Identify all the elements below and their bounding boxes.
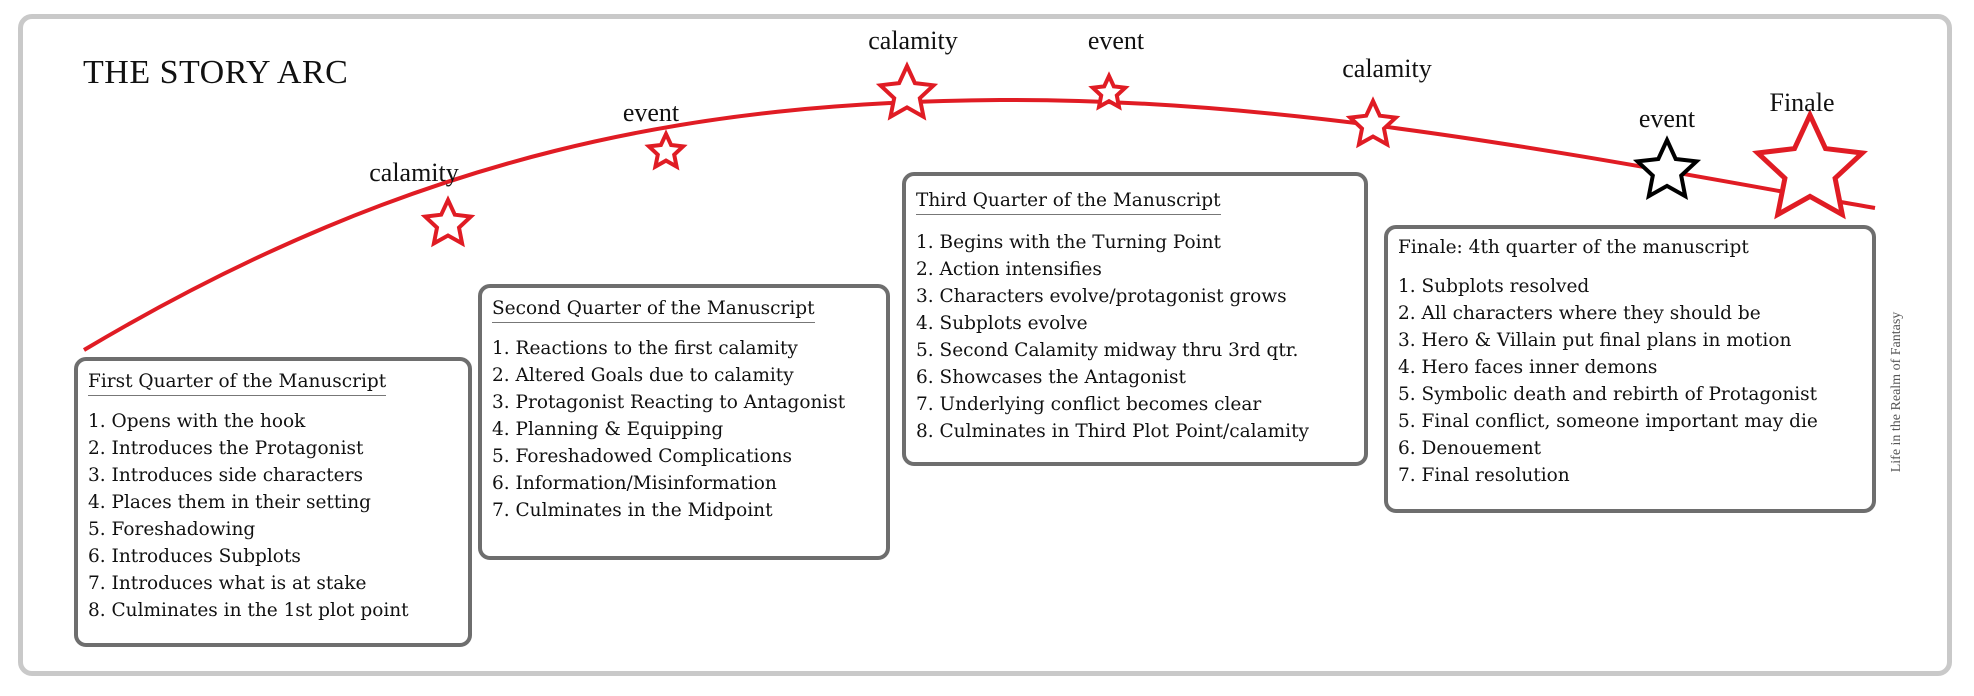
second-quarter-box [478,284,890,560]
marker-label-calamity-1: calamity [369,158,459,187]
list-item: 8. Culminates in Third Plot Point/calamity [916,421,1309,442]
list-item: 5. Final conflict, someone important may die [1398,411,1818,432]
list-item: 1. Begins with the Turning Point [916,232,1221,253]
calamity-star-2-icon [880,66,933,117]
diagram-title: THE STORY ARC [83,54,349,91]
list-item: 7. Culminates in the Midpoint [492,500,773,521]
list-item: 7. Underlying conflict becomes clear [916,394,1262,415]
list-item: 6. Denouement [1398,438,1542,459]
list-item: 3. Protagonist Reacting to Antagonist [492,392,846,413]
list-item: 3. Characters evolve/protagonist grows [916,286,1287,307]
list-item: 5. Symbolic death and rebirth of Protagonist [1398,384,1818,405]
list-item: 5. Foreshadowing [88,519,256,540]
list-item: 3. Hero & Villain put final plans in motion [1398,330,1792,351]
list-item: 5. Second Calamity midway thru 3rd qtr. [916,340,1299,361]
list-item: 4. Planning & Equipping [492,419,724,440]
list-item: 2. Introduces the Protagonist [88,438,364,459]
list-item: 6. Information/Misinformation [492,473,777,494]
list-item: 2. Altered Goals due to calamity [492,365,794,386]
calamity-star-1-icon [425,200,471,243]
list-item: 2. All characters where they should be [1398,303,1761,324]
marker-label-event-1: event [622,98,680,127]
list-item: 1. Opens with the hook [88,411,306,432]
credit-label: Life in the Realm of Fantasy [1889,311,1904,473]
marker-label-event-3: event [1638,104,1696,133]
finale-box [1384,225,1876,513]
list-item: 6. Introduces Subplots [88,546,301,567]
marker-label-finale: Finale [1769,88,1835,117]
calamity-star-3-icon [1350,101,1396,144]
box-heading: Third Quarter of the Manuscript [916,190,1221,215]
list-item: 4. Places them in their setting [88,492,371,513]
third-quarter-box [902,172,1368,466]
list-item: 7. Final resolution [1398,465,1570,486]
list-item: 1. Subplots resolved [1398,276,1590,297]
finale-star-icon [1758,115,1863,215]
marker-label-event-2: event [1087,26,1145,55]
list-item: 2. Action intensifies [916,259,1102,280]
list-item: 3. Introduces side characters [88,465,363,486]
list-item: 1. Reactions to the first calamity [492,338,798,359]
list-item: 5. Foreshadowed Complications [492,446,793,467]
marker-label-calamity-2: calamity [868,26,958,55]
event-star-3-icon [1638,140,1697,196]
box-heading: First Quarter of the Manuscript [88,371,386,396]
list-item: 4. Subplots evolve [916,313,1088,334]
first-quarter-box [74,357,472,647]
box-heading: Second Quarter of the Manuscript [492,298,815,323]
marker-label-calamity-3: calamity [1342,54,1432,83]
list-item: 7. Introduces what is at stake [88,573,367,594]
box-heading: Finale: 4th quarter of the manuscript [1398,237,1749,258]
list-item: 6. Showcases the Antagonist [916,367,1186,388]
list-item: 4. Hero faces inner demons [1398,357,1658,378]
list-item: 8. Culminates in the 1st plot point [88,600,409,621]
event-star-1-icon [649,134,683,167]
